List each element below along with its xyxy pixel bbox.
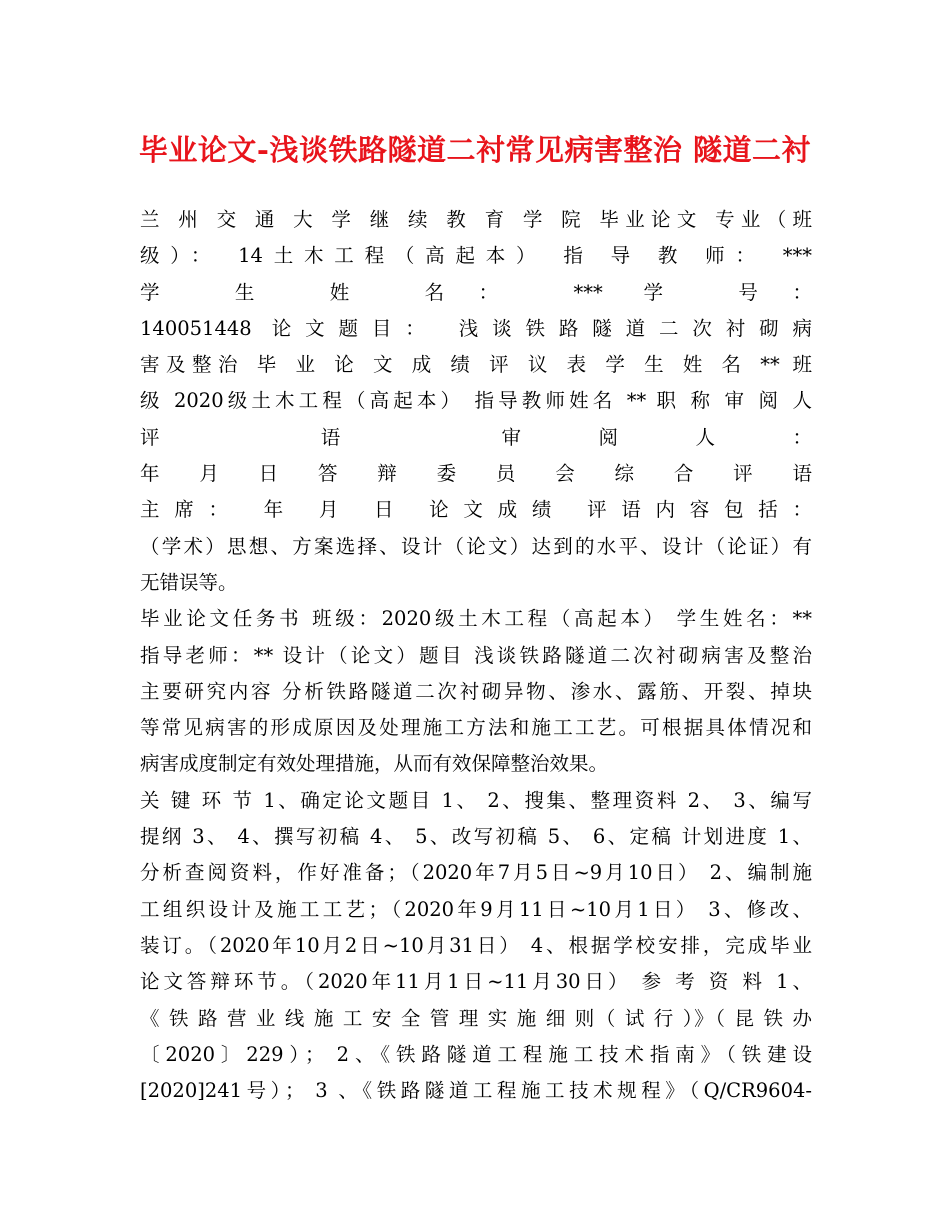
body-line: 指导老师：** 设计（论文）题目 浅谈铁路隧道二次衬砌病害及整治 <box>140 643 812 667</box>
body-line: 等常见病害的形成原因及处理施工方法和施工工艺。可根据具体情况和 <box>140 716 812 740</box>
document-title: 毕业论文-浅谈铁路隧道二衬常见病害整治 隧道二衬 <box>138 133 812 167</box>
body-line: 论文答辩环节。（2020年11月1日~11月30日） 参 考 资 料 1、 <box>140 970 812 994</box>
body-line: （学术）思想、方案选择、设计（论文）达到的水平、设计（论证）有 <box>140 534 812 558</box>
body-line: 主席： 年 月 日 论文成绩 评语内容包括： <box>140 498 812 522</box>
body-line: [2020]241号）； 3 、《铁路隧道工程施工技术规程》（Q/CR9604- <box>140 1079 812 1103</box>
document-body <box>140 202 812 1109</box>
body-line: 毕业论文任务书 班级：2020级土木工程（高起本） 学生姓名：** <box>140 607 812 631</box>
body-line: 装订。（2020年10月2日~10月31日） 4、根据学校安排，完成毕业 <box>140 933 812 957</box>
body-line: 学 生 姓 名： *** 学 号： <box>140 280 812 304</box>
body-line: 分析查阅资料，作好准备；（2020年7月5日~9月10日） 2、编制施 <box>140 861 812 885</box>
body-line: 工组织设计及施工工艺；（2020年9月11日~10月1日） 3、修改、 <box>140 897 812 921</box>
body-line: 评 语 审阅人： <box>140 425 812 449</box>
body-line: 兰 州 交 通 大 学 继 续 教 育 学 院 毕业论文 专业（班 <box>140 208 812 231</box>
body-line: 级）： 14土木工程（高起本） 指 导 教 师： *** <box>140 244 812 268</box>
body-line: 〔2020〕229）； 2、《铁路隧道工程施工技术指南》（铁建设 <box>140 1042 812 1066</box>
body-line: 病害成度制定有效处理措施，从而有效保障整治效果。 <box>140 752 609 776</box>
body-line: 年 月 日 答 辩 委 员 会 综 合 评 语 <box>140 462 812 486</box>
body-line: 害及整治 毕 业 论 文 成 绩 评 议 表 学 生 姓 名 ** 班 <box>140 353 812 377</box>
body-line: 级 2020级土木工程（高起本） 指导教师姓名 ** 职 称 审 阅 人 <box>140 389 812 413</box>
body-line: 主要研究内容 分析铁路隧道二次衬砌异物、渗水、露筋、开裂、掉块 <box>140 679 812 703</box>
body-line: 关 键 环 节 1、确定论文题目 1、 2、搜集、整理资料 2、 3、编写 <box>140 788 812 812</box>
body-line: 提纲 3、 4、撰写初稿 4、 5、改写初稿 5、 6、定稿 计划进度 1、 <box>140 825 812 849</box>
body-line: 无错误等。 <box>140 570 238 594</box>
body-line: 140051448 论文题目： 浅谈铁路隧道二次衬砌病 <box>140 316 812 340</box>
body-line: 《 铁 路 营 业 线 施 工 安 全 管 理 实 施 细 则（ 试 行 ）》（ 昆 铁 办 <box>140 1006 812 1030</box>
